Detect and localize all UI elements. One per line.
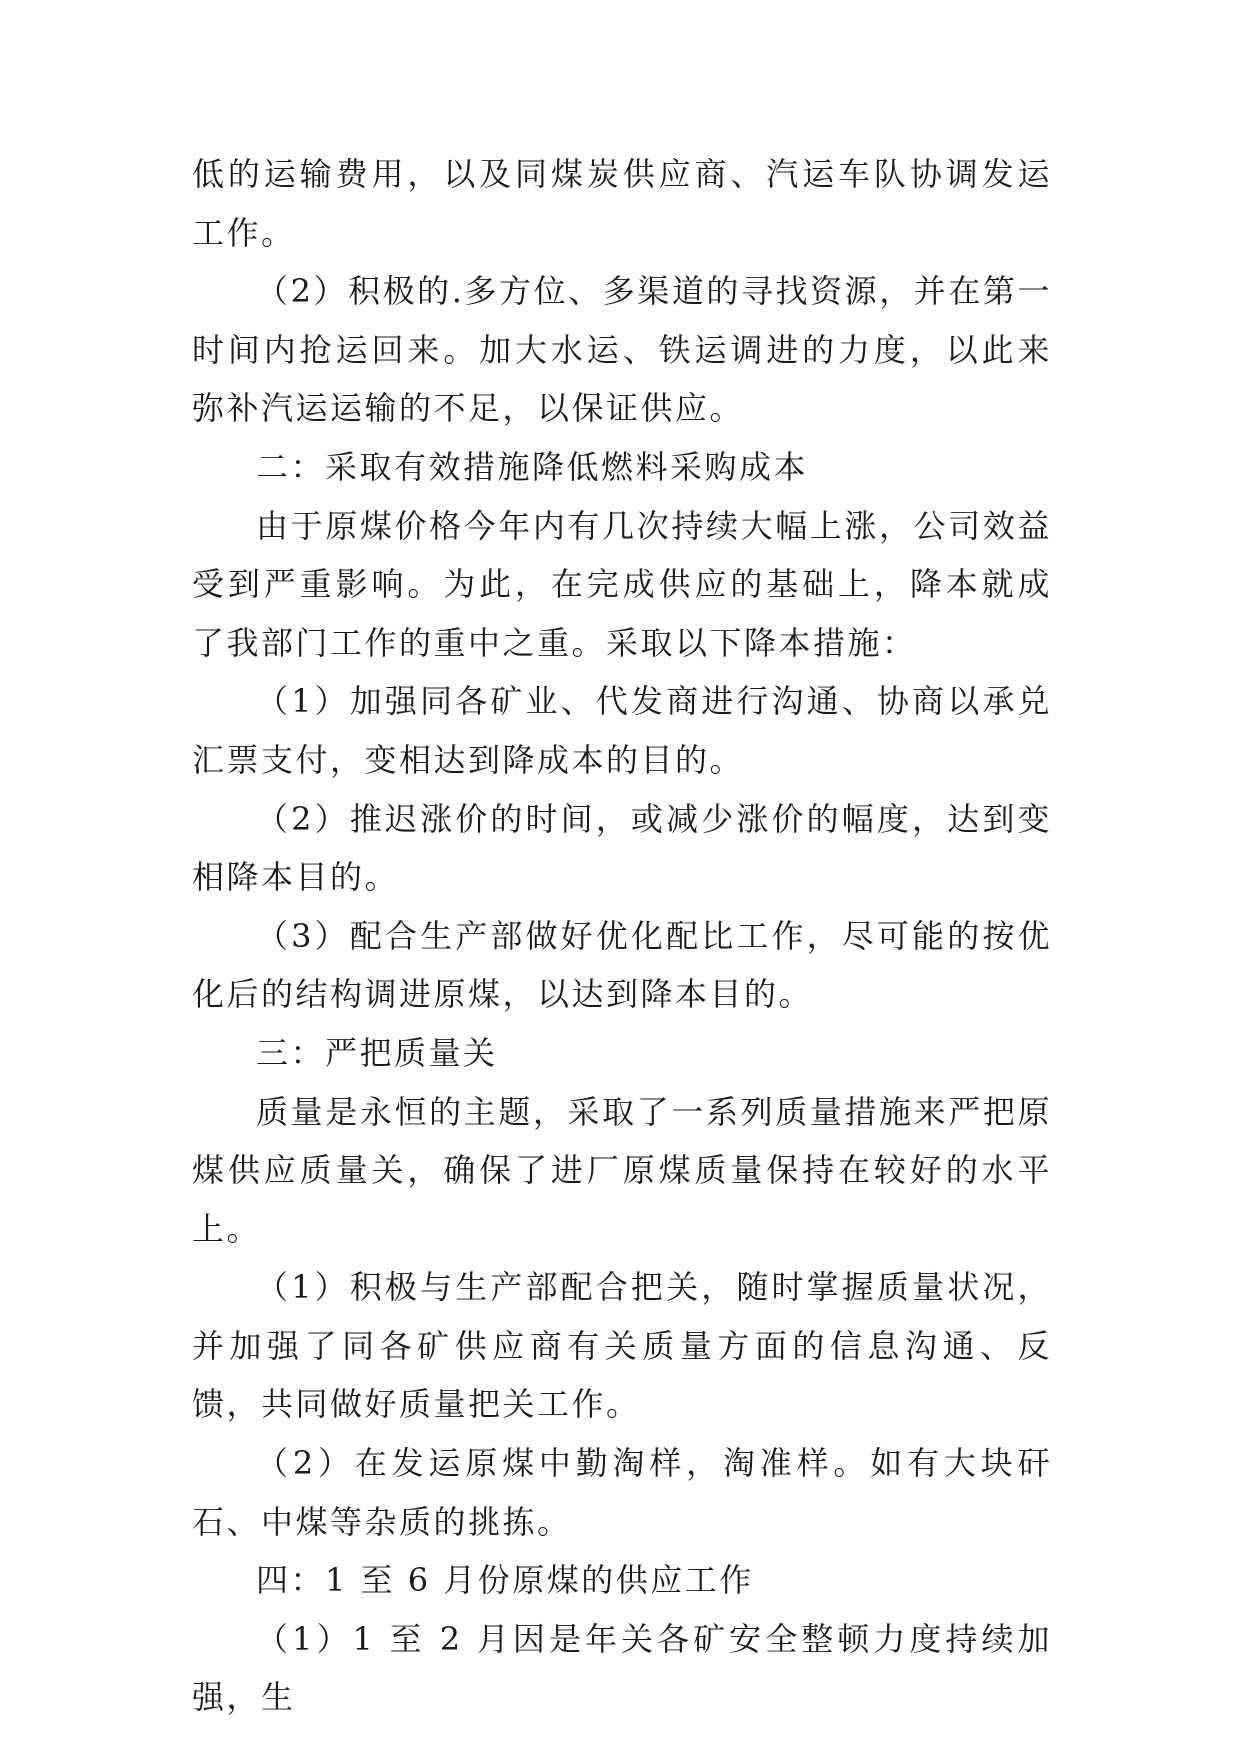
paragraph-transport-cost: 低的运输费用，以及同煤炭供应商、汽运车队协调发运工作。 [192,155,1052,252]
section-heading-supply: 四：1 至 6 月份原煤的供应工作 [256,1561,754,1600]
document-body [192,145,1052,1727]
paragraph-quality-1: （1）积极与生产部配合把关，随时掌握质量状况，并加强了同各矿供应商有关质量方面的信息沟通、反馈，共同做好质量把关工作。 [192,1268,1052,1424]
paragraph-quality-2: （2）在发运原煤中勤淘样，淘准样。如有大块矸石、中煤等杂质的挑拣。 [192,1444,1052,1541]
paragraph-price-rise: 由于原煤价格今年内有几次持续大幅上涨，公司效益受到严重影响。为此，在完成供应的基础上，降本就成了我部门工作的重中之重。采取以下降本措施： [192,506,1052,662]
paragraph-measure-3: （3）配合生产部做好优化配比工作，尽可能的按优化后的结构调进原煤，以达到降本目的。 [192,916,1052,1014]
paragraph-supply-1: （1）1 至 2 月因是年关各矿安全整顿力度持续加强，生 [192,1619,1052,1717]
section-heading-quality: 三：严把质量关 [256,1033,498,1072]
paragraph-measure-2: （2）推迟涨价的时间，或减少涨价的幅度，达到变相降本目的。 [192,799,1052,897]
paragraph-resources: （2）积极的.多方位、多渠道的寻找资源，并在第一时间内抢运回来。加大水运、铁运调进的力度，以此来弥补汽运运输的不足，以保证供应。 [192,272,1052,428]
paragraph-quality-intro: 质量是永恒的主题，采取了一系列质量措施来严把原煤供应质量关，确保了进厂原煤质量保持在较好的水平上。 [192,1092,1052,1248]
section-heading-cost-reduction: 二：采取有效措施降低燃料采购成本 [256,447,809,486]
paragraph-measure-1: （1）加强同各矿业、代发商进行沟通、协商以承兑汇票支付，变相达到降成本的目的。 [192,682,1052,779]
